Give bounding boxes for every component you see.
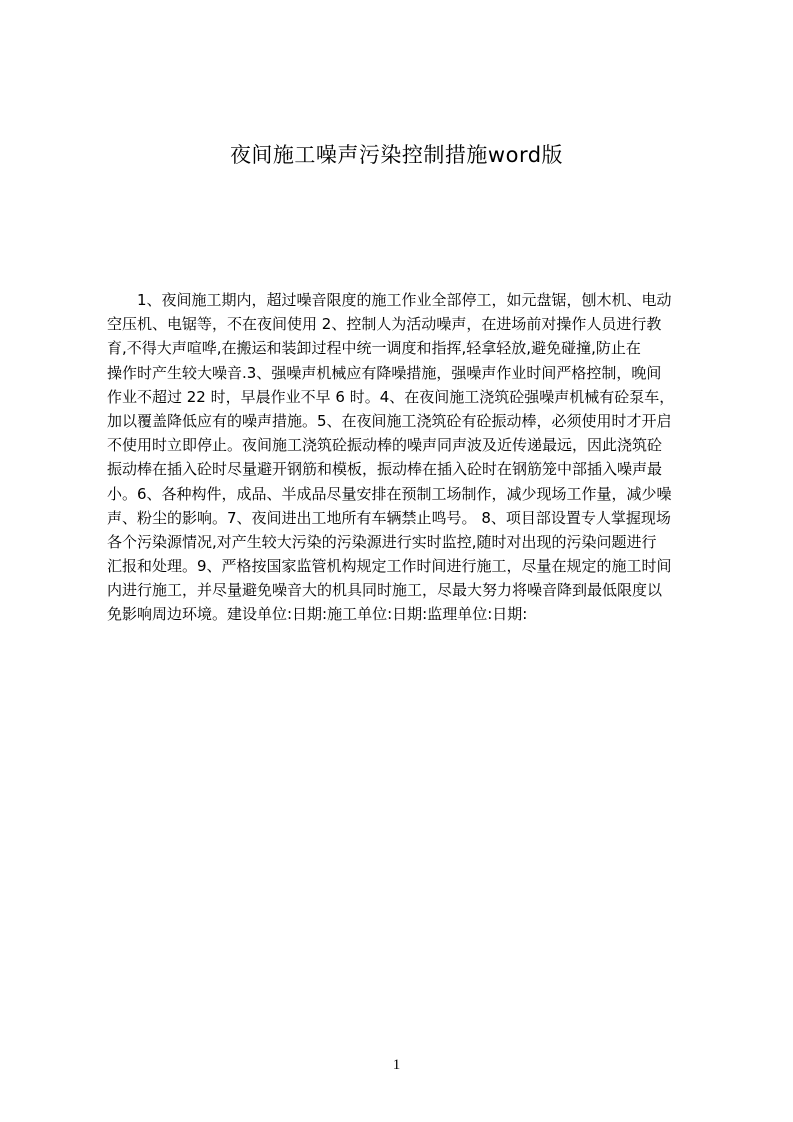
body-line: 内进行施工，并尽量避免噪音大的机具同时施工，尽最大努力将噪音降到最低限度以 [107, 581, 663, 600]
body-line: 不使用时立即停止。夜间施工浇筑砼振动棒的噪声同声波及近传递最远，因此浇筑砼 [107, 436, 663, 455]
body-line: 各个污染源情况,对产生较大污染的污染源进行实时监控,随时对出现的污染问题进行 [107, 532, 657, 551]
body-line: 育,不得大声喧哗,在搬运和装卸过程中统一调度和指挥,轻拿轻放,避免碰撞,防止在 [107, 339, 641, 358]
body-line: 操作时产生较大噪音.3、强噪声机械应有降噪措施，强噪声作业时间严格控制，晚间 [107, 363, 662, 382]
body-line: 振动棒在插入砼时尽量避开钢筋和模板，振动棒在插入砼时在钢筋笼中部插入噪声最 [107, 460, 663, 479]
body-line: 空压机、电锯等，不在夜间使用 2、控制人为活动噪声，在进场前对操作人员进行教 [107, 315, 662, 334]
body-line: 汇报和处理。9、严格按国家监管机构规定工作时间进行施工，尽量在规定的施工时间 [107, 557, 672, 576]
body-line: 小。6、各种构件，成品、半成品尽量安排在预制工场制作，减少现场工作量，减少噪 [107, 484, 672, 503]
document-body [107, 288, 711, 668]
body-line: 免影响周边环境。建设单位:日期:施工单位:日期:监理单位:日期: [107, 605, 528, 624]
page-number: 1 [392, 1057, 401, 1073]
body-line: 作业不超过 22 时，早晨作业不早 6 时。4、在夜间施工浇筑砼强噪声机械有砼泵车， [107, 387, 675, 406]
document-title: 夜间施工噪声污染控制措施word版 [229, 143, 564, 167]
body-line: 1、夜间施工期内，超过噪音限度的施工作业全部停工，如元盘锯，刨木机、电动 [137, 291, 672, 309]
body-line: 声、粉尘的影响。7、夜间进出工地所有车辆禁止鸣号。 8、项目部设置专人掌握现场 [107, 508, 671, 527]
body-line: 加以覆盖降低应有的噪声措施。5、在夜间施工浇筑砼有砼振动棒，必须使用时才开启 [107, 411, 672, 430]
